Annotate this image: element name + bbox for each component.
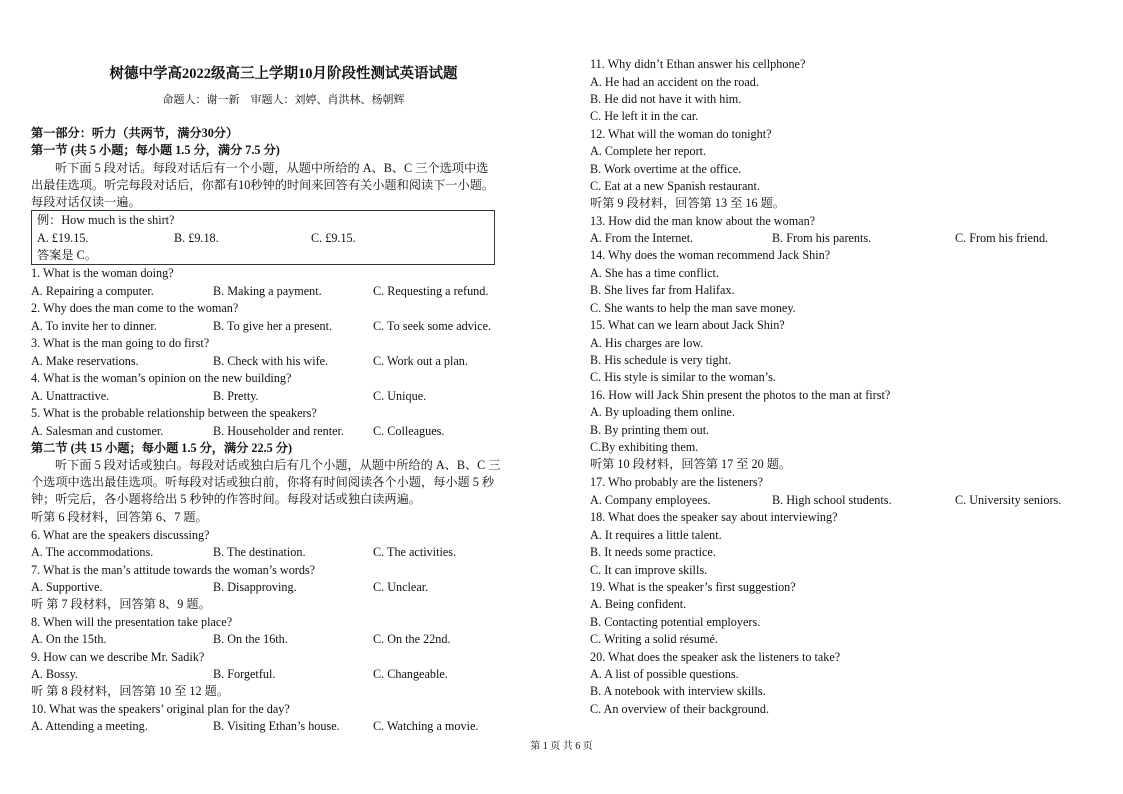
question-stem: 17. Who probably are the listeners? [590, 475, 764, 489]
option-b: B. Check with his wife. [213, 354, 329, 368]
option-b: B. It needs some practice. [590, 545, 716, 559]
material-intro: 听第 9 段材料，回答第 13 至 16 题。 [590, 196, 785, 210]
section2-instructions-line: 个选项中选出最佳选项。听每段对话或独白前，你将有时间阅读各个小题，每小题 5 秒 [31, 475, 495, 489]
question-stem: 16. How will Jack Shin present the photos to the man at first? [590, 388, 891, 402]
option-b: B. Disapproving. [213, 580, 297, 594]
question-stem: 10. What was the speakers’ original plan for the day? [31, 702, 290, 716]
option-a: A. On the 15th. [31, 632, 107, 646]
section2-heading: 第二节 (共 15 小题；每小题 1.5 分，满分 22.5 分) [31, 441, 293, 455]
page-number: 第 1 页 共 6 页 [530, 741, 593, 752]
option-a: A. Unattractive. [31, 389, 110, 403]
option-a: A. Being confident. [590, 597, 687, 611]
option-c: C. The activities. [373, 545, 457, 559]
option-c: C. An overview of their background. [590, 702, 770, 716]
option-b: B. On the 16th. [213, 632, 288, 646]
option-b: B. Forgetful. [213, 667, 276, 681]
question-stem: 12. What will the woman do tonight? [590, 127, 772, 141]
option-c: C. She wants to help the man save money. [590, 301, 796, 315]
option-c: C. On the 22nd. [373, 632, 451, 646]
option-a: A. Company employees. [590, 493, 711, 507]
option-b: B. To give her a present. [213, 319, 333, 333]
question-stem: 5. What is the probable relationship between the speakers? [31, 406, 317, 420]
option-a: A. It requires a little talent. [590, 528, 722, 542]
option-c: C. Colleagues. [373, 424, 445, 438]
question-stem: 4. What is the woman’s opinion on the new building? [31, 371, 292, 385]
option-b: B. Householder and renter. [213, 424, 344, 438]
option-a: A. Complete her report. [590, 144, 707, 158]
option-b: B. Visiting Ethan’s house. [213, 719, 340, 733]
section2-instructions-line: 听下面 5 段对话或独白。每段对话或独白后有几个小题，从题中所给的 A、B、C 三 [55, 458, 501, 472]
option-c: C. Work out a plan. [373, 354, 468, 368]
material-intro: 听第 6 段材料，回答第 6、7 题。 [31, 510, 208, 524]
section1-instructions-line: 听下面 5 段对话。每段对话后有一个小题，从题中所给的 A、B、C 三个选项中选 [55, 161, 489, 175]
material-intro: 听第 10 段材料，回答第 17 至 20 题。 [590, 457, 792, 471]
question-stem: 14. Why does the woman recommend Jack Shin? [590, 248, 831, 262]
option-b: B. A notebook with interview skills. [590, 684, 766, 698]
option-b: B. She lives far from Halifax. [590, 283, 735, 297]
option-a: A. Repairing a computer. [31, 284, 154, 298]
question-stem: 15. What can we learn about Jack Shin? [590, 318, 785, 332]
option-a: A. She has a time conflict. [590, 266, 719, 280]
section1-instructions-line: 出最佳选项。听完每段对话后，你都有10秒钟的时间来回答有关小题和阅读下一小题。 [31, 178, 495, 192]
option-b: B. By printing them out. [590, 423, 710, 437]
example-option-c: C. £9.15. [311, 231, 356, 245]
option-c: C. Requesting a refund. [373, 284, 489, 298]
option-b: B. Making a payment. [213, 284, 322, 298]
option-b: B. Contacting potential employers. [590, 615, 761, 629]
example-option-a: A. £19.15. [37, 231, 89, 245]
option-c: C. To seek some advice. [373, 319, 492, 333]
option-a: A. By uploading them online. [590, 405, 735, 419]
option-a: A. Bossy. [31, 667, 78, 681]
option-b: B. He did not have it with him. [590, 92, 742, 106]
option-a: A. From the Internet. [590, 231, 694, 245]
option-c: C. His style is similar to the woman’s. [590, 370, 776, 384]
question-stem: 3. What is the man going to do first? [31, 336, 210, 350]
option-a: A. A list of possible questions. [590, 667, 739, 681]
question-stem: 7. What is the man’s attitude towards the woman’s words? [31, 563, 316, 577]
option-b: B. Pretty. [213, 389, 259, 403]
option-c: C. Unique. [373, 389, 427, 403]
question-stem: 2. Why does the man come to the woman? [31, 301, 239, 315]
option-c: C. Unclear. [373, 580, 429, 594]
question-stem: 8. When will the presentation take place? [31, 615, 233, 629]
option-a: A. To invite her to dinner. [31, 319, 157, 333]
example-answer: 答案是 C。 [37, 248, 97, 262]
option-a: A. Salesman and customer. [31, 424, 164, 438]
question-stem: 1. What is the woman doing? [31, 266, 174, 280]
question-stem: 13. How did the man know about the woman? [590, 214, 816, 228]
option-c: C. Writing a solid résumé. [590, 632, 718, 646]
question-stem: 9. How can we describe Mr. Sadik? [31, 650, 205, 664]
question-stem: 11. Why didn’t Ethan answer his cellphone? [590, 57, 806, 71]
option-a: A. Make reservations. [31, 354, 139, 368]
option-a: A. Attending a meeting. [31, 719, 148, 733]
question-stem: 6. What are the speakers discussing? [31, 528, 210, 542]
option-c: C. He left it in the car. [590, 109, 699, 123]
option-c: C. Eat at a new Spanish restaurant. [590, 179, 760, 193]
question-stem: 20. What does the speaker ask the listeners to take? [590, 650, 841, 664]
option-c: C. It can improve skills. [590, 563, 708, 577]
example-option-b: B. £9.18. [174, 231, 219, 245]
option-b: B. His schedule is very tight. [590, 353, 732, 367]
option-c: C.By exhibiting them. [590, 440, 699, 454]
option-c: C. Changeable. [373, 667, 448, 681]
exam-byline: 命题人：谢一新 审题人：刘婷、肖洪林、杨朝辉 [162, 94, 405, 106]
example-question: 例：How much is the shirt? [37, 213, 175, 227]
part1-heading: 第一部分：听力（共两节，满分30分） [31, 126, 239, 140]
question-stem: 18. What does the speaker say about interviewing? [590, 510, 838, 524]
option-a: A. Supportive. [31, 580, 103, 594]
section1-heading: 第一节 (共 5 小题；每小题 1.5 分，满分 7.5 分) [31, 143, 280, 157]
option-c: C. University seniors. [955, 493, 1062, 507]
material-intro: 听 第 8 段材料，回答第 10 至 12 题。 [31, 684, 230, 698]
option-c: C. From his friend. [955, 231, 1049, 245]
section2-instructions-line: 钟；听完后，各小题将给出 5 秒钟的作答时间。每段对话或独白读两遍。 [31, 492, 421, 506]
option-b: B. Work overtime at the office. [590, 162, 742, 176]
option-a: A. The accommodations. [31, 545, 154, 559]
option-b: B. High school students. [772, 493, 892, 507]
material-intro: 听 第 7 段材料，回答第 8、9 题。 [31, 597, 211, 611]
exam-title: 树德中学高2022级高三上学期10月阶段性测试英语试题 [109, 66, 458, 82]
option-a: A. His charges are low. [590, 336, 704, 350]
option-b: B. The destination. [213, 545, 306, 559]
option-a: A. He had an accident on the road. [590, 75, 759, 89]
section1-instructions-line: 每段对话仅读一遍。 [31, 195, 141, 209]
question-stem: 19. What is the speaker’s first suggestion? [590, 580, 796, 594]
option-b: B. From his parents. [772, 231, 872, 245]
option-c: C. Watching a movie. [373, 719, 479, 733]
